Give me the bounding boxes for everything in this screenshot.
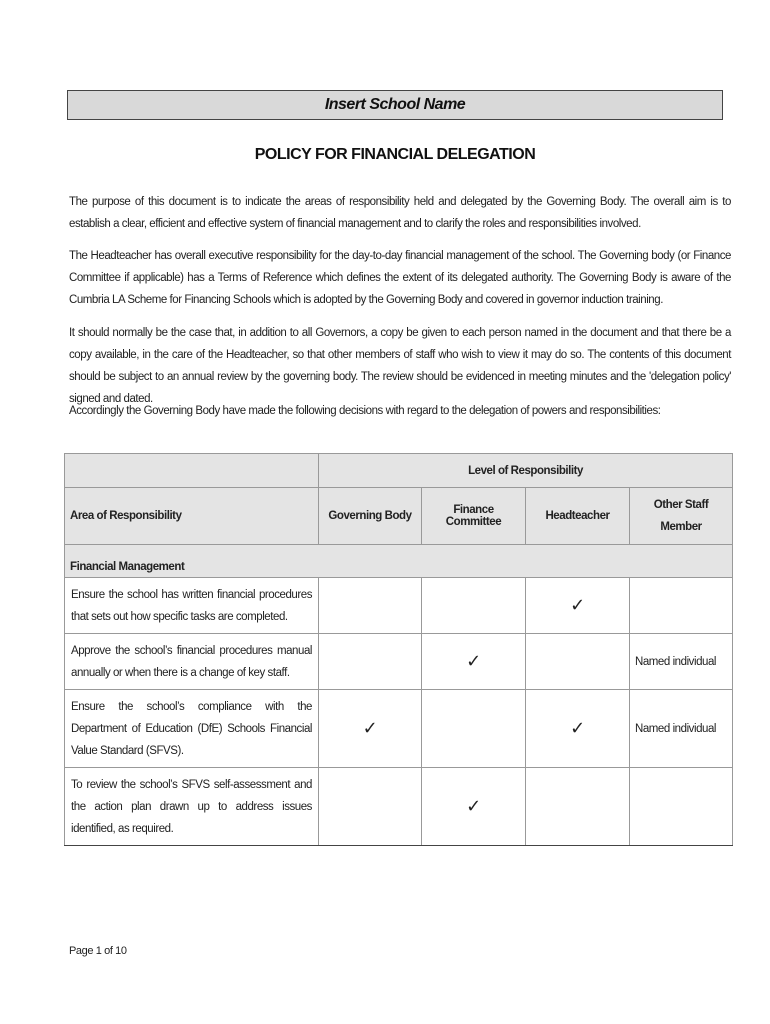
table-row <box>65 768 733 846</box>
finance-committee-tick-icon: ✓ <box>422 768 526 846</box>
headteacher-tick-icon: ✓ <box>526 690 630 768</box>
paragraph-purpose: The purpose of this document is to indicate the areas of responsibility held and delegated by the Governing Body. The overall aim is to establish a clear, efficient and effective system of financial management and to clarify the roles and responsibilities involved. <box>69 196 731 230</box>
col-header-headteacher: Headteacher <box>526 488 630 545</box>
table-row <box>65 690 733 768</box>
governing-body-cell <box>319 578 422 634</box>
table-corner-cell <box>65 454 319 488</box>
other-staff-cell <box>630 578 733 634</box>
other-staff-cell <box>630 768 733 846</box>
headteacher-tick-icon: ✓ <box>526 578 630 634</box>
table-level-header-row <box>65 454 733 488</box>
section-row <box>65 545 733 578</box>
paragraph-headteacher: The Headteacher has overall executive responsibility for the day-to-day financial management of the school. The Governing body (or Finance Committee if applicable) has a Terms of Reference which defines the extent of its delegated authority. The Governing Body is aware of the Cumbria LA Scheme for Financing Schools which is adopted by the Governing Body and covered in governor induction training. <box>69 250 731 306</box>
document-title: POLICY FOR FINANCIAL DELEGATION <box>254 146 536 163</box>
col-header-finance-committee: Finance Committee <box>422 488 526 545</box>
finance-committee-cell <box>422 578 526 634</box>
paragraph-accordingly: Accordingly the Governing Body have made the following decisions with regard to the delegation of powers and responsibilities: <box>69 405 661 417</box>
col-header-area: Area of Responsibility <box>65 488 319 545</box>
school-name: Insert School Name <box>324 96 466 113</box>
col-header-governing-body: Governing Body <box>319 488 422 545</box>
col-header-other-staff: Other Staff Member <box>630 488 733 545</box>
table-column-header-row <box>65 488 733 545</box>
headteacher-cell <box>526 634 630 690</box>
level-of-responsibility-header: Level of Responsibility <box>319 454 733 488</box>
responsibility-table <box>64 453 733 846</box>
school-name-box <box>67 90 723 120</box>
governing-body-cell <box>319 634 422 690</box>
headteacher-cell <box>526 768 630 846</box>
row-area-cell: To review the school’s SFVS self-assessment and the action plan drawn up to address issues identified, as required. <box>65 768 319 846</box>
other-staff-cell: Named individual <box>630 690 733 768</box>
other-staff-cell: Named individual <box>630 634 733 690</box>
governing-body-tick-icon: ✓ <box>319 690 422 768</box>
table-row <box>65 634 733 690</box>
paragraph-copies: It should normally be the case that, in addition to all Governors, a copy be given to each person named in the document and that there be a copy available, in the care of the Headteacher, so that other members of staff who wish to view it may do so. The contents of this document should be subject to an annual review by the governing body. The review should be evidenced in meeting minutes and the 'delegation policy' signed and dated. <box>69 327 731 405</box>
section-financial-management: Financial Management <box>65 545 733 578</box>
row-area-cell: Ensure the school has written financial procedures that sets out how specific tasks are completed. <box>65 578 319 634</box>
governing-body-cell <box>319 768 422 846</box>
row-area-cell: Approve the school’s financial procedures manual annually or when there is a change of key staff. <box>65 634 319 690</box>
table-row <box>65 578 733 634</box>
finance-committee-tick-icon: ✓ <box>422 634 526 690</box>
row-area-cell: Ensure the school’s compliance with the Department of Education (DfE) Schools Financial Value Standard (SFVS). <box>65 690 319 768</box>
page-number: Page 1 of 10 <box>69 945 127 957</box>
finance-committee-cell <box>422 690 526 768</box>
